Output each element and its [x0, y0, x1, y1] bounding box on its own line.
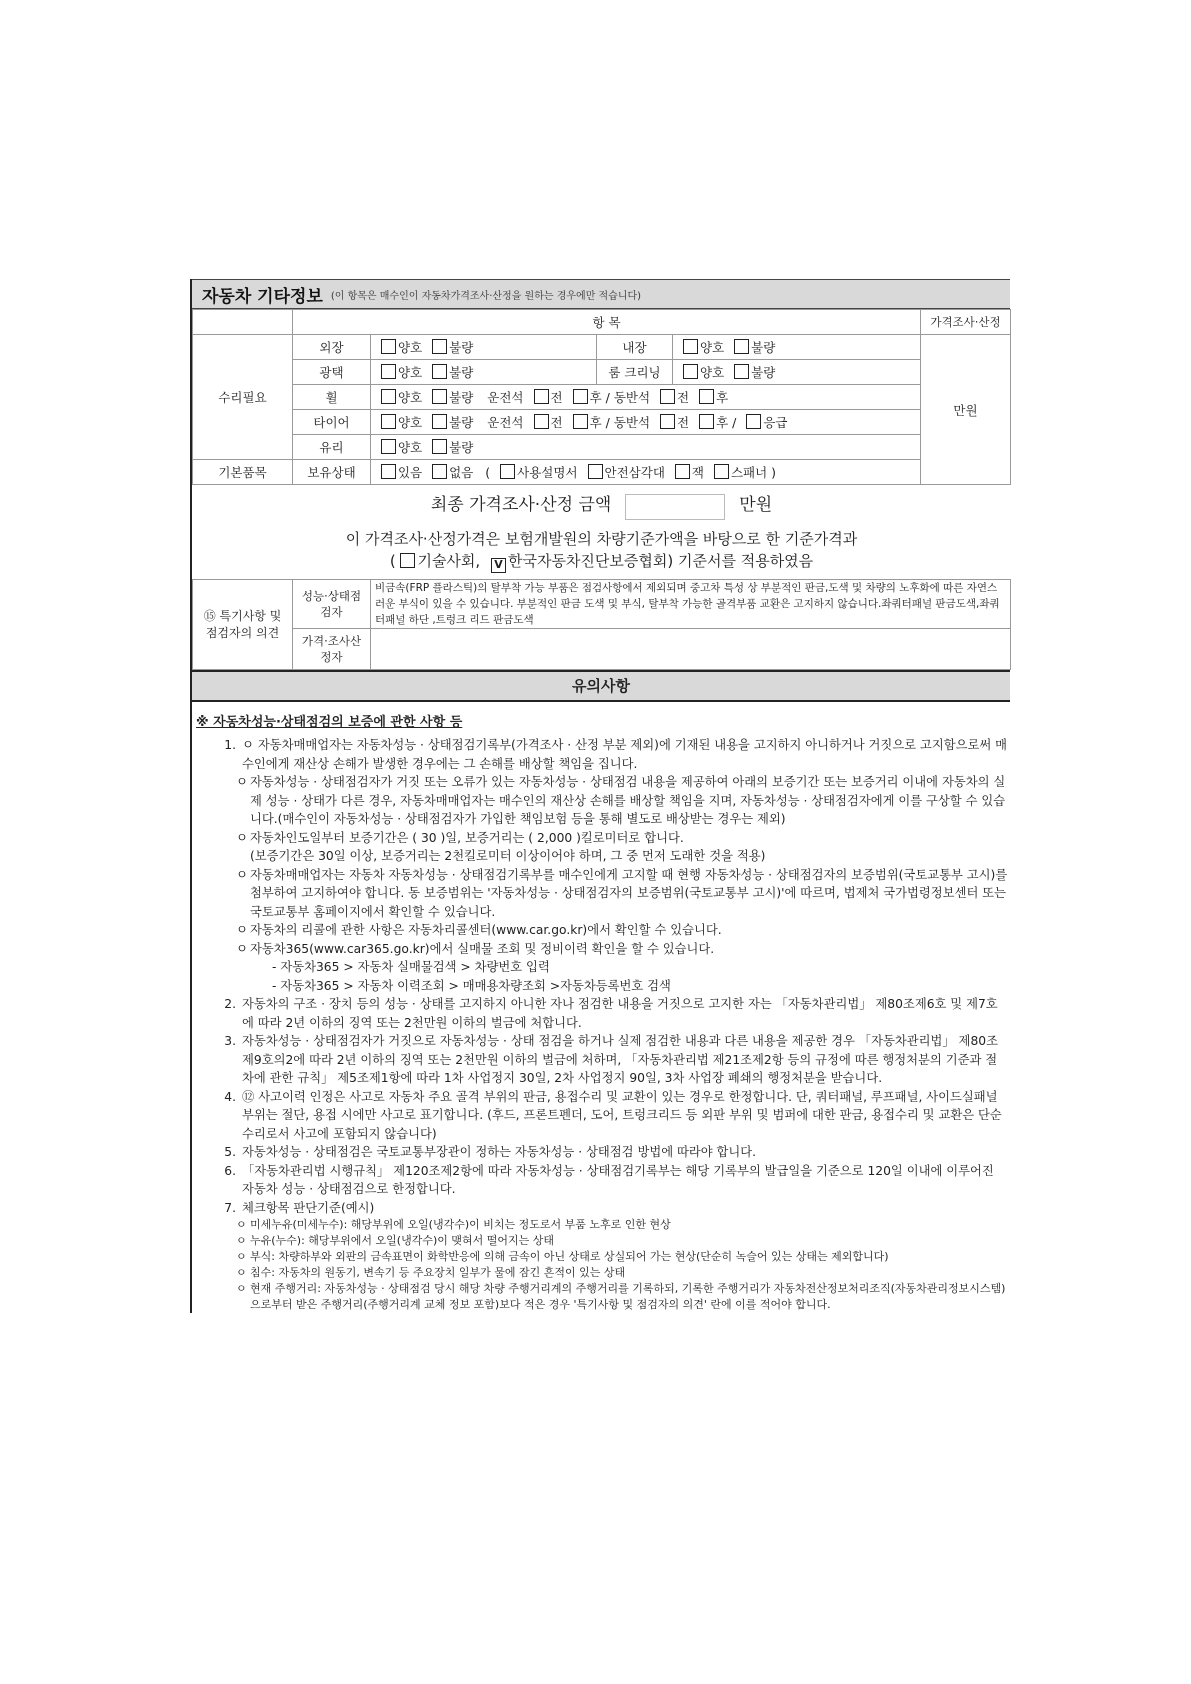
criteria-item-2: ㅇ 누유(누수): 해당부위에서 오일(냉각수)이 맺혀서 떨어지는 상태: [236, 1234, 555, 1247]
checkbox-korea-assoc[interactable]: V: [491, 558, 506, 573]
group-basic-label: 기본품목: [193, 460, 293, 485]
notice-path-2: - 자동차365 > 자동차 이력조회 > 매매용차량조회 >자동차등록번호 검색: [272, 978, 671, 993]
checkbox-basic-manual[interactable]: [500, 464, 515, 479]
inspection-table: [192, 309, 1011, 670]
row-label-possession: 보유상태: [293, 460, 371, 485]
appraiser-label: 가격·조사산정자: [293, 629, 371, 670]
glass-options: 양호 불량: [371, 435, 921, 460]
notice-item-5: 5. 자동차성능 · 상태점검은 국토교통부장관이 정하는 자동차성능 · 상태점검 방법에 따라야 합니다.: [224, 1145, 757, 1159]
checkbox-tire-driver-front[interactable]: [534, 414, 549, 429]
notice-item-1-2: ㅇ 자동차성능 · 상태점검자가 거짓 또는 오류가 있는 자동차성능 · 상태점검 내용을 제공하여 아래의 보증기간 또는 보증거리 이내에 자동차의 실제 성능 · 상태가 다른 경우, 자동차매매업자는 매수인의 재산상 손해를 배상할 책임을 지며, 자동차성능 · 상태점검자에게 이를 구상할 수 있습니다.(매수인이 자동차성능 · 상태점검자가 가입한 책임보험 등을 통해 별도로 배상받는 경우는 제외): [236, 775, 1006, 826]
notice-item-3: 3. 자동차성능 · 상태점검자가 거짓으로 자동차성능 · 상태 점검을 하거나 실제 점검한 내용과 다른 내용을 제공한 경우 「자동차관리법」 제80조제9호의2에 따라 2년 이하의 징역 또는 2천만원 이하의 벌금에 처하며, 「자동차관리법 제21조제2항 등의 규정에 따른 행정처분의 기준과 절차에 관한 규칙」 제5조제1항에 따라 1차 사업정지 30일, 2차 사업정지 90일, 3차 사업장 폐쇄의 행정처분을 받습니다.: [224, 1034, 998, 1085]
checkbox-tire-passenger-rear[interactable]: [699, 414, 714, 429]
checkbox-exterior-bad[interactable]: [432, 339, 447, 354]
checkbox-glass-good[interactable]: [381, 439, 396, 454]
basic-items-options: 있음 없음 ( 사용설명서 안전삼각대 잭 스패너 ): [371, 460, 921, 485]
row-label-glass: 유리: [293, 435, 371, 460]
section-subtitle: (이 항목은 매수인이 자동차가격조사·산정을 원하는 경우에만 적습니다): [330, 290, 642, 302]
checkbox-basic-yes[interactable]: [381, 464, 396, 479]
final-price-unit: 만원: [739, 495, 773, 516]
row-label-exterior: 외장: [293, 335, 371, 360]
checkbox-basic-jack[interactable]: [675, 464, 690, 479]
checkbox-tire-good[interactable]: [381, 414, 396, 429]
vehicle-extra-info-sheet: [190, 279, 1010, 1313]
notice-item-4: 4. ⑫ 사고이력 인정은 사고로 자동차 주요 골격 부위의 판금, 용접수리 및 교환이 있는 경우로 한정합니다. 단, 쿼터패널, 루프패널, 사이드실패널 부위는 절단, 용접 시에만 사고로 표기합니다. (후드, 프론트펜더, 도어, 트렁크리드 등 외판 부위 및 범퍼에 대한 판금, 용접수리 및 교환은 단순수리로서 사고에 포함되지 않습니다): [224, 1089, 1002, 1141]
gloss-options: 양호 불량: [371, 360, 597, 385]
appraiser-opinion: [371, 629, 1011, 670]
section-header: [192, 279, 1010, 309]
notice-item-2: 2. 자동차의 구조 · 장치 등의 성능 · 상태를 고지하지 아니한 자나 점검한 내용을 거짓으로 고지한 자는 「자동차관리법」 제80조제6호 및 제7호에 따라 2년 이하의 징역 또는 2천만원 이하의 벌금에 처합니다.: [224, 997, 998, 1030]
row-label-tire: 타이어: [293, 410, 371, 435]
standard-note: [193, 525, 1011, 580]
final-price-row: [193, 485, 1011, 526]
checkbox-basic-no[interactable]: [432, 464, 447, 479]
notice-path-1: - 자동차365 > 자동차 실매물검색 > 차량번호 입력: [272, 960, 550, 974]
inspector-opinion-text: 비금속(FRP 플라스틱)의 탈부착 가능 부품은 점검사항에서 제외되며 중고차 특성 상 부분적인 판금,도색 및 차량의 노후화에 따른 자연스러운 부식이 있을 수 있습니다. 부분적인 판금 도색 및 부식, 탈부착 가능한 골격부품 교환은 고지하지 않습니다.좌쿼터패널 판금도색,좌쿼터패널 하단 ,트렁크 리드 판금도색: [371, 580, 1011, 629]
criteria-item-5: ㅇ 현재 주행거리: 자동차성능 · 상태점검 당시 해당 차량 주행거리계의 주행거리를 기록하되, 기록한 주행거리가 자동차전산정보처리조직(자동차관리정보시스템)으로부터 받은 주행거리(주행거리계 교체 정보 포함)보다 적은 경우 '특기사항 및 점검자의 의견' 란에 이를 적어야 합니다.: [236, 1282, 1006, 1311]
standard-note-line2: ( 기술사회, V 한국자동차진단보증협회) 기준서를 적용하였음: [389, 551, 814, 571]
notice-item-7: 7. 체크항목 판단기준(예시): [224, 1200, 375, 1215]
checkbox-wheel-driver-front[interactable]: [534, 389, 549, 404]
checkbox-wheel-driver-rear[interactable]: [573, 389, 588, 404]
price-unit: 만원: [921, 335, 1011, 485]
inspector-label: 성능·상태점검자: [293, 580, 371, 629]
group-repair-label: 수리필요: [193, 335, 293, 460]
notice-item-1-4: ㅇ 자동차매매업자는 자동차 자동차성능 · 상태점검기록부를 매수인에게 고지할 때 현행 자동차성능 · 상태점검자의 보증범위(국토교통부 고시)를 첨부하여 고지하여야 합니다. 동 보증범위는 '자동차성능 · 상태점검자의 보증범위(국토교통부 고시)'에 따르며, 법제처 국가법령정보센터 또는 국토교통부 홈페이지에서 확인할 수 있습니다.: [236, 867, 1008, 919]
criteria-item-3: ㅇ 부식: 차량하부와 외판의 금속표면이 화학반응에 의해 금속이 아닌 상태로 상실되어 가는 현상(단순히 녹슬어 있는 상태는 제외합니다): [236, 1250, 889, 1263]
row-label-room-clean: 룸 크리닝: [597, 360, 673, 385]
room-clean-options: 양호 불량: [673, 360, 921, 385]
notice-item-1-5: ㅇ 자동차의 리콜에 관한 사항은 자동차리콜센터(www.car.go.kr)에서 확인할 수 있습니다.: [236, 923, 722, 937]
checkbox-interior-bad[interactable]: [734, 339, 749, 354]
checkbox-wheel-good[interactable]: [381, 389, 396, 404]
notice-item-1: 1. ㅇ 자동차매매업자는 자동차성능 · 상태점검기록부(가격조사 · 산정 부분 제외)에 기재된 내용을 고지하지 아니하거나 거짓으로 고지함으로써 매수인에게 재산상 손해가 발생한 경우에는 그 손해를 배상할 책임을 집니다.: [224, 738, 1008, 771]
checkbox-basic-triangle[interactable]: [588, 464, 603, 479]
row-label-interior: 내장: [597, 335, 673, 360]
row-label-gloss: 광택: [293, 360, 371, 385]
checkbox-wheel-bad[interactable]: [432, 389, 447, 404]
column-header-item: 항 목: [293, 310, 921, 335]
checkbox-gloss-bad[interactable]: [432, 364, 447, 379]
row-label-wheel: 휠: [293, 385, 371, 410]
checkbox-tire-bad[interactable]: [432, 414, 447, 429]
checkbox-glass-bad[interactable]: [432, 439, 447, 454]
final-price-input[interactable]: [625, 494, 725, 520]
section-title: 자동차 기타정보: [202, 286, 323, 307]
notice-header: 유의사항: [192, 670, 1010, 702]
checkbox-tire-passenger-front[interactable]: [660, 414, 675, 429]
checkbox-room-clean-bad[interactable]: [734, 364, 749, 379]
checkbox-gloss-good[interactable]: [381, 364, 396, 379]
checkbox-wheel-passenger-rear[interactable]: [699, 389, 714, 404]
notice-item-1-6: ㅇ 자동차365(www.car365.go.kr)에서 실매물 조회 및 정비이력 확인을 할 수 있습니다.: [236, 941, 715, 956]
interior-options: 양호 불량: [673, 335, 921, 360]
checkbox-tech-society[interactable]: [400, 553, 415, 568]
opinion-label: ⑮ 특기사항 및 점검자의 의견: [193, 580, 293, 670]
checkbox-basic-spanner[interactable]: [714, 464, 729, 479]
checkbox-interior-good[interactable]: [683, 339, 698, 354]
final-price-label: 최종 가격조사·산정 금액: [430, 495, 612, 516]
notice-item-6: 6. 「자동차관리법 시행규칙」 제120조제2항에 따라 자동차성능 · 상태점검기록부는 해당 기록부의 발급일을 기준으로 120일 이내에 이루어진 자동차 성능 · 상태점검으로 한정합니다.: [224, 1163, 994, 1196]
tire-options: 양호 불량 운전석 전 후 / 동반석 전 후 / 응급: [371, 410, 921, 435]
notice-item-1-3: ㅇ 자동차인도일부터 보증기간은 ( 30 )일, 보증거리는 ( 2,000 )킬로미터로 합니다.: [236, 830, 684, 845]
notice-item-1-3-note: (보증기간은 30일 이상, 보증거리는 2천킬로미터 이상이어야 하며, 그 중 먼저 도래한 것을 적용): [250, 849, 766, 863]
checkbox-tire-emergency[interactable]: [746, 414, 761, 429]
checkbox-room-clean-good[interactable]: [683, 364, 698, 379]
standard-note-line1: 이 가격조사·산정가격은 보험개발원의 차량기준가액을 바탕으로 한 기준가격과: [345, 529, 858, 548]
column-header-price: 가격조사·산정: [921, 310, 1011, 335]
notice-title: ※ 자동차성능·상태점검의 보증에 관한 사항 등: [196, 715, 463, 730]
wheel-options: 양호 불량 운전석 전 후 / 동반석 전 후: [371, 385, 921, 410]
checkbox-wheel-passenger-front[interactable]: [660, 389, 675, 404]
criteria-item-1: ㅇ 미세누유(미세누수): 해당부위에 오일(냉각수)이 비치는 정도로서 부품 노후로 인한 현상: [236, 1218, 671, 1231]
checkbox-exterior-good[interactable]: [381, 339, 396, 354]
checkbox-tire-driver-rear[interactable]: [573, 414, 588, 429]
notice-list: [192, 736, 1010, 1313]
criteria-item-4: ㅇ 침수: 자동차의 원동기, 변속기 등 주요장치 일부가 물에 잠긴 흔적이 있는 상태: [236, 1266, 626, 1279]
exterior-options: 양호 불량: [371, 335, 597, 360]
